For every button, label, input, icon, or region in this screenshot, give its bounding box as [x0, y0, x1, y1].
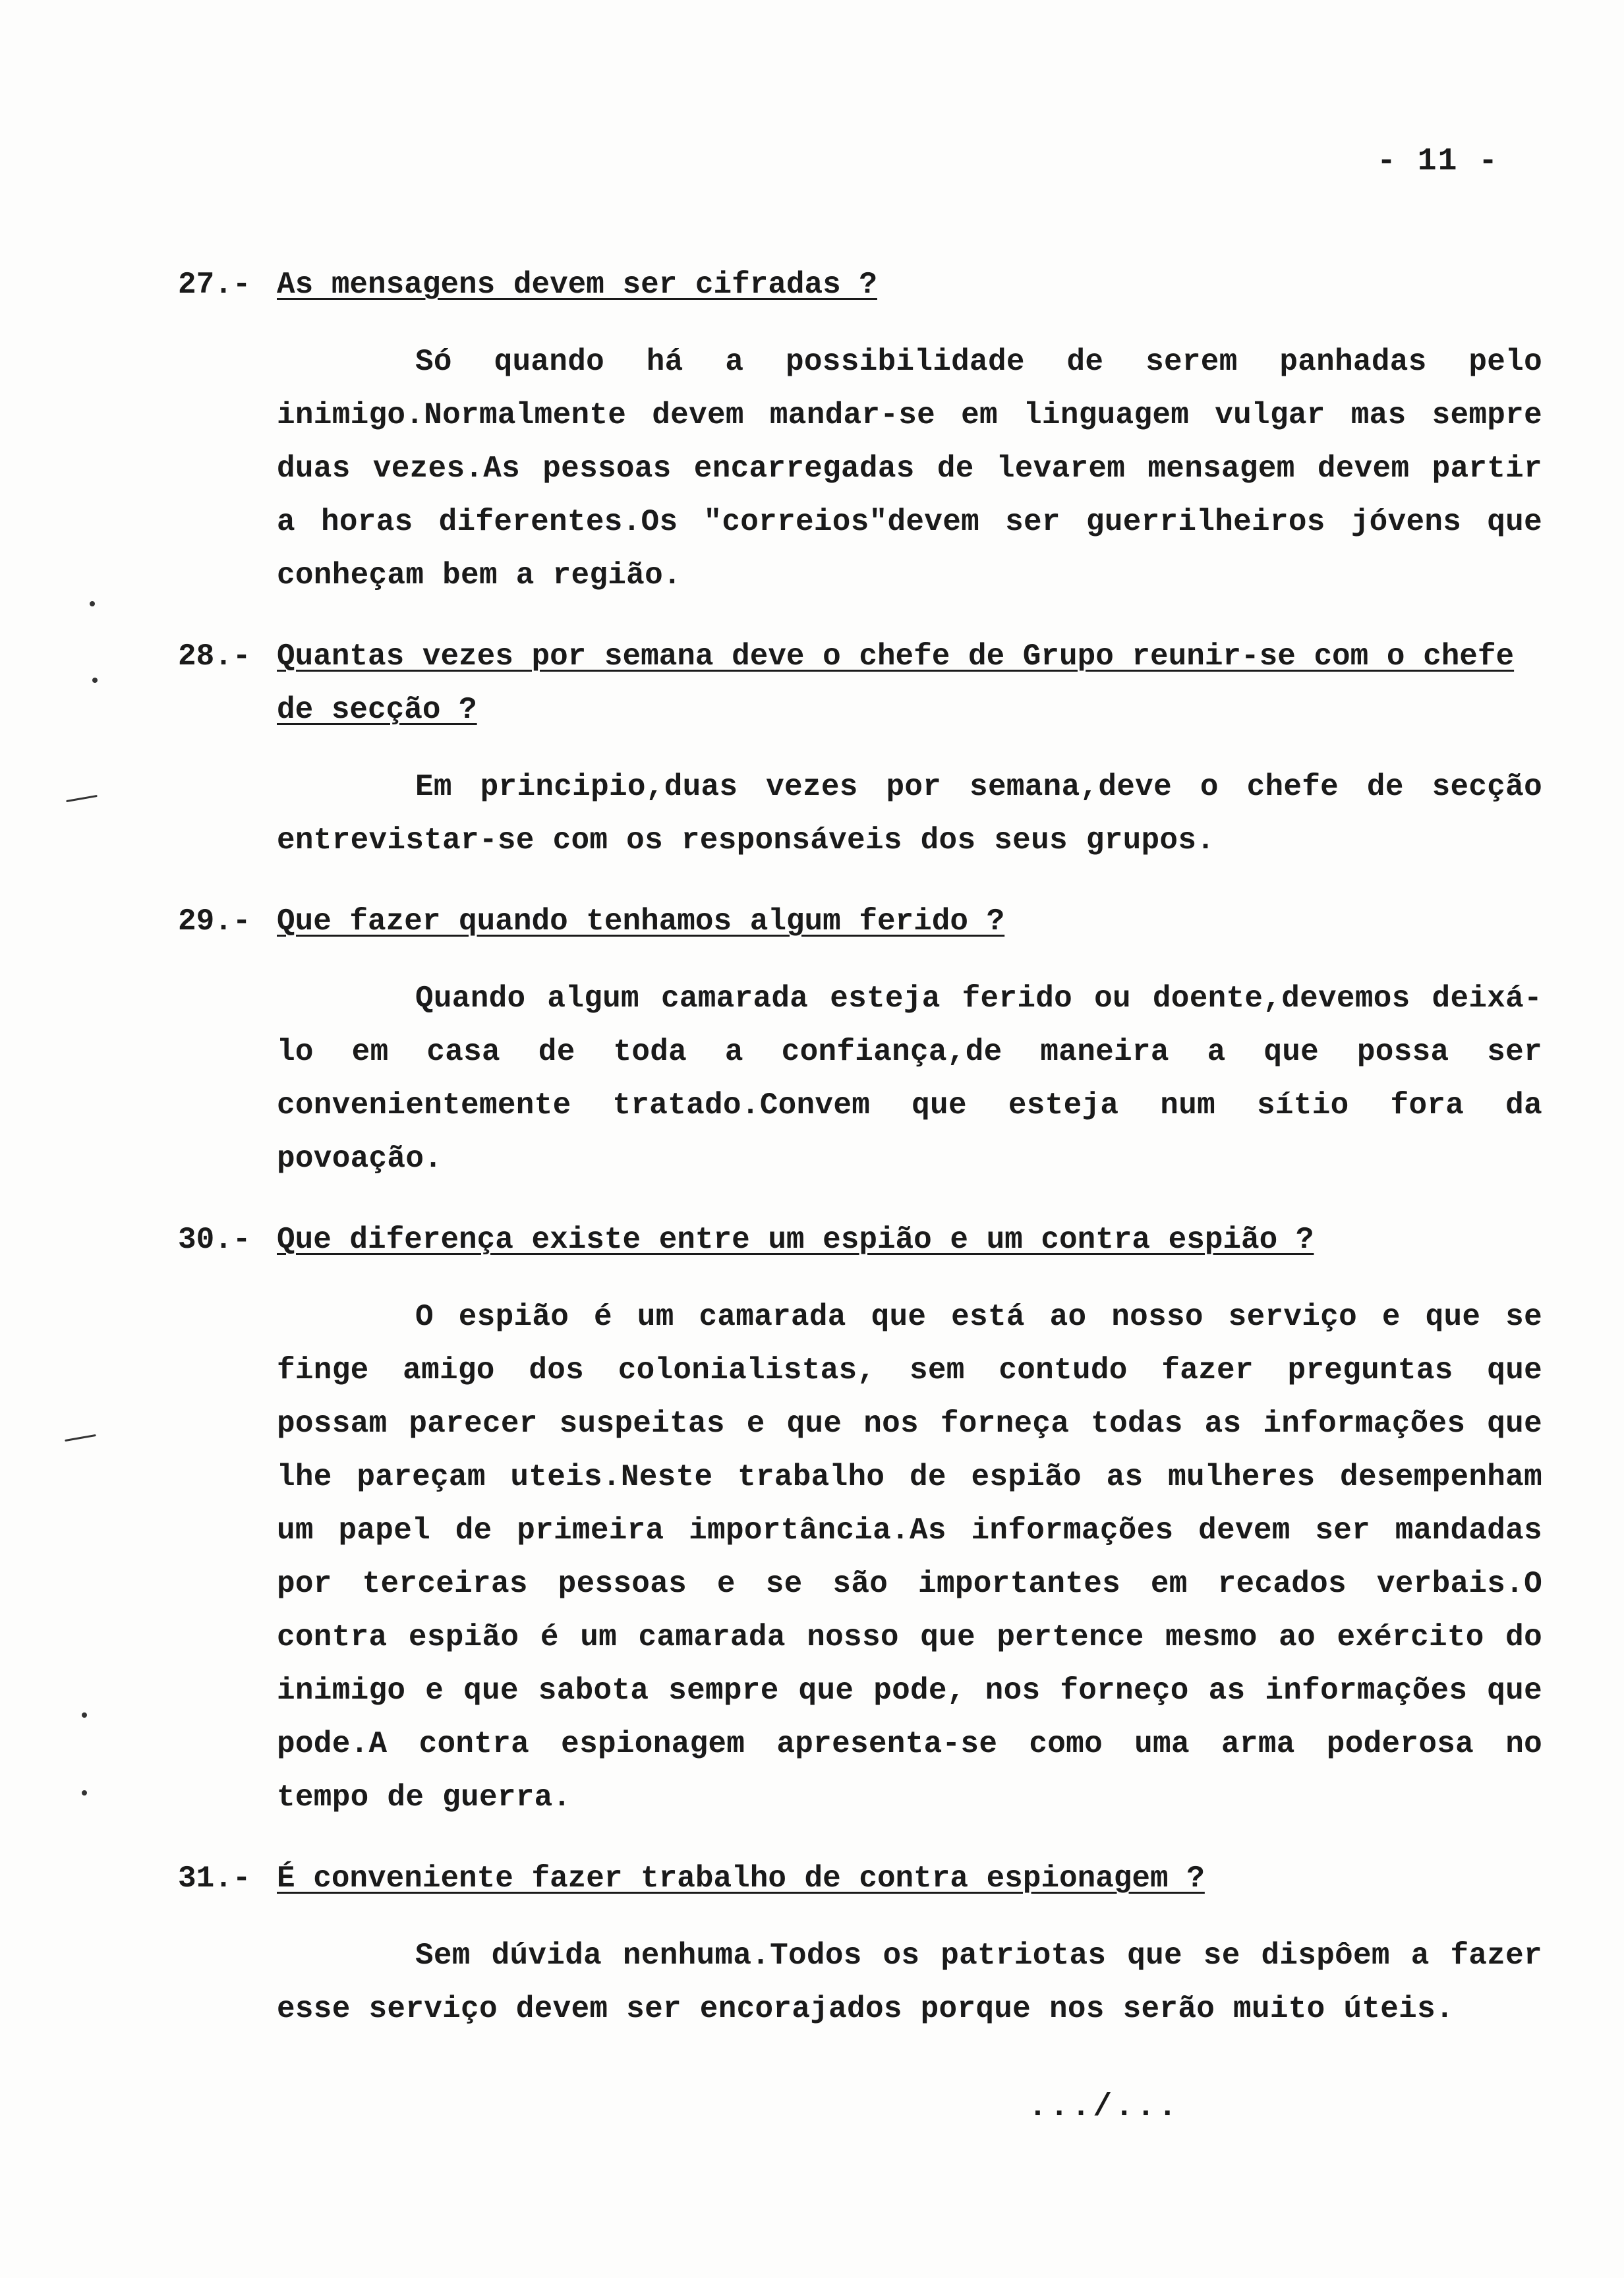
qa-item-28 — [178, 630, 1542, 867]
scan-speck — [65, 1434, 96, 1442]
scan-speck — [92, 678, 98, 683]
qa-item-27 — [178, 258, 1542, 602]
scan-speck — [82, 1790, 87, 1796]
answer-text: Só quando há a possibilidade de serem panhadas pelo inimigo.Normalmente devem mandar-se em linguagem vulgar mas sempre duas vezes.As pessoas encarregadas de levarem mensagem devem partir a horas diferentes.Os "correios"devem ser guerrilheiros jóvens que conheçam bem a região. — [277, 345, 1542, 593]
answer-text: Em principio,duas vezes por semana,deve o chefe de secção entrevistar-se com os responsáveis dos seus grupos. — [277, 770, 1542, 858]
answer-text: Quando algum camarada esteja ferido ou doente,devemos deixá-lo em casa de toda a confiança,de maneira a que possa ser convenientemente tratado.Convem que esteja num sítio fora da povoação. — [277, 981, 1542, 1176]
question-text: Que diferença existe entre um espião e um contra espião ? — [277, 1223, 1314, 1257]
scan-speck — [82, 1712, 87, 1718]
question-text: Quantas vezes por semana deve o chefe de Grupo reunir-se com o chefe de secção ? — [277, 639, 1515, 727]
qa-item-31 — [178, 1852, 1542, 2036]
question-text: É conveniente fazer trabalho de contra espionagem ? — [277, 1861, 1205, 1896]
qa-item-30 — [178, 1213, 1542, 1825]
document-body — [178, 258, 1542, 2064]
scan-speck — [90, 601, 95, 606]
question-number: 27.- — [178, 268, 251, 302]
qa-item-29 — [178, 895, 1542, 1186]
question — [178, 895, 1542, 949]
answer-text: Sem dúvida nenhuma.Todos os patriotas que se dispôem a fazer esse serviço devem ser encorajados porque nos serão muito úteis. — [277, 1939, 1542, 2026]
question-text: As mensagens devem ser cifradas ? — [277, 268, 877, 302]
question-number: 29.- — [178, 904, 251, 939]
question-number: 28.- — [178, 639, 251, 674]
question — [178, 630, 1542, 737]
scan-speck — [66, 795, 98, 802]
page-number: - 11 - — [1377, 144, 1499, 179]
answer-text: O espião é um camarada que está ao nosso serviço e que se finge amigo dos colonialistas, sem contudo fazer preguntas que possam parecer suspeitas e que nos forneça todas as informações que lhe pareçam uteis.Neste trabalho de espião as mulheres desempenham um papel de primeira importância.As informações devem ser mandadas por terceiras pessoas e se são importantes em recados verbais.O contra espião é um camarada nosso que pertence mesmo ao exército do inimigo e que sabota sempre que pode, nos forneço as informações que pode.A contra espionagem apresenta-se como uma arma poderosa no tempo de guerra. — [277, 1300, 1542, 1815]
question — [178, 1213, 1542, 1267]
question — [178, 1852, 1542, 1906]
continuation-mark: .../... — [1028, 2089, 1180, 2125]
question — [178, 258, 1542, 312]
question-text: Que fazer quando tenhamos algum ferido ? — [277, 904, 1005, 939]
question-number: 31.- — [178, 1861, 251, 1896]
question-number: 30.- — [178, 1223, 251, 1257]
